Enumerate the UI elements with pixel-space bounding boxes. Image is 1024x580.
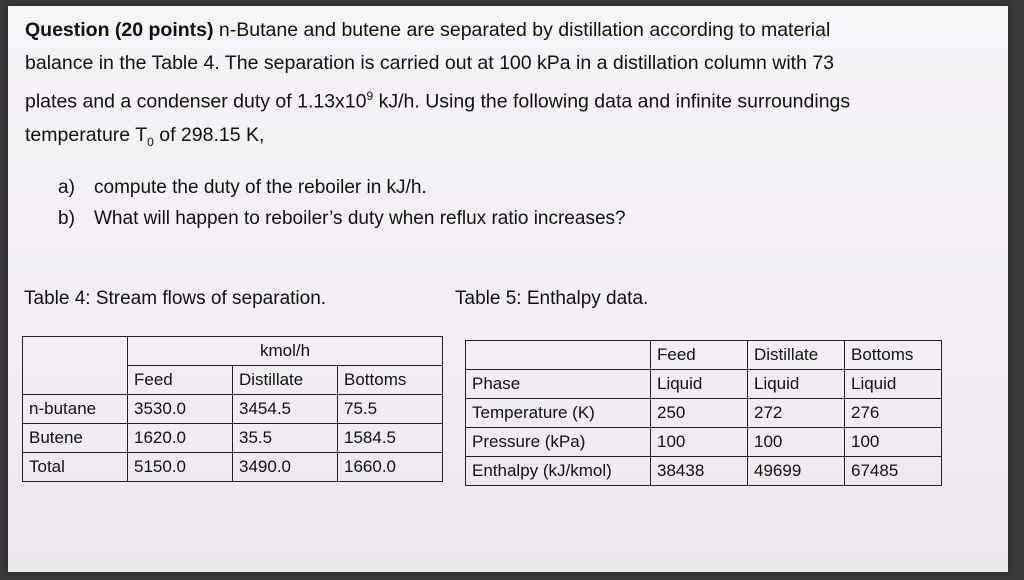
question-heading: Question (20 points) <box>25 19 214 41</box>
table-header: Feed <box>651 341 748 370</box>
table-header: Bottoms <box>338 366 443 395</box>
table-header: Distillate <box>233 366 338 395</box>
table-cell <box>23 337 128 395</box>
table-row <box>466 399 942 428</box>
row-label: Total <box>23 453 128 482</box>
table-row <box>466 370 942 399</box>
table-cell: 3490.0 <box>233 453 338 482</box>
table-cell: 100 <box>748 428 845 457</box>
table-cell: 272 <box>748 399 845 428</box>
table-cell: 3454.5 <box>233 395 338 424</box>
part-a-text: compute the duty of the reboiler in kJ/h. <box>94 177 427 198</box>
table-row <box>466 341 942 370</box>
table5-enthalpy-data <box>465 340 942 486</box>
table-cell: Liquid <box>651 370 748 399</box>
part-b-label: b) <box>58 208 75 229</box>
question-line-4-post: of 298.15 K, <box>153 123 265 146</box>
document-page <box>8 6 1008 572</box>
question-line-2: balance in the Table 4. The separation is carried out at 100 kPa in a distillation column with 73 <box>25 52 835 74</box>
table-cell: 250 <box>651 399 748 428</box>
table-cell: 1660.0 <box>338 453 443 482</box>
table-row <box>466 428 942 457</box>
table-cell: Liquid <box>845 370 942 399</box>
question-line-3-post: kJ/h. Using the following data and infinite surroundings <box>373 90 851 113</box>
row-label: Temperature (K) <box>466 399 651 428</box>
table-cell: 67485 <box>845 457 942 486</box>
table-header: Distillate <box>748 341 845 370</box>
row-label: n-butane <box>23 395 128 424</box>
question-line-4 <box>25 119 985 159</box>
subscript: 0 <box>147 134 154 149</box>
table-row <box>23 395 443 424</box>
part-b <box>58 203 958 234</box>
table-row <box>23 337 443 366</box>
table-cell: 35.5 <box>233 424 338 453</box>
table-cell: Liquid <box>748 370 845 399</box>
table-cell: 100 <box>845 428 942 457</box>
row-label: Phase <box>466 370 651 399</box>
exponent: 9 <box>366 89 374 103</box>
row-label: Enthalpy (kJ/kmol) <box>466 457 651 486</box>
question-line-4-pre: temperature T <box>25 123 148 146</box>
part-b-text: What will happen to reboiler’s duty when reflux ratio increases? <box>94 208 626 229</box>
part-a <box>58 172 958 203</box>
table5-caption: Table 5: Enthalpy data. <box>455 288 649 309</box>
table-cell <box>466 341 651 370</box>
question-line-1-text: n-Butane and butene are separated by distillation according to material <box>213 19 831 41</box>
table-cell: 38438 <box>651 457 748 486</box>
table-row <box>23 424 443 453</box>
table-row <box>23 453 443 482</box>
row-label: Pressure (kPa) <box>466 428 651 457</box>
table-cell: 1620.0 <box>128 424 233 453</box>
table4-caption: Table 4: Stream flows of separation. <box>24 288 327 309</box>
table-header: Feed <box>128 366 233 395</box>
table-cell: 75.5 <box>338 395 443 424</box>
table-row <box>466 457 942 486</box>
part-a-label: a) <box>58 177 75 198</box>
question-text <box>25 14 985 158</box>
question-parts <box>58 172 958 234</box>
table-cell: 5150.0 <box>128 453 233 482</box>
table4-stream-flows <box>22 336 443 482</box>
table-cell: 3530.0 <box>128 395 233 424</box>
table-cell: 100 <box>651 428 748 457</box>
table-cell: 49699 <box>748 457 845 486</box>
row-label: Butene <box>23 424 128 453</box>
table-cell: 276 <box>845 399 942 428</box>
table-cell: 1584.5 <box>338 424 443 453</box>
question-line-3 <box>25 80 985 119</box>
question-line-3-pre: plates and a condenser duty of 1.13x10 <box>25 90 367 113</box>
question-line-1 <box>25 14 985 47</box>
table-header: Bottoms <box>845 341 942 370</box>
table4-unit-header: kmol/h <box>128 337 443 366</box>
